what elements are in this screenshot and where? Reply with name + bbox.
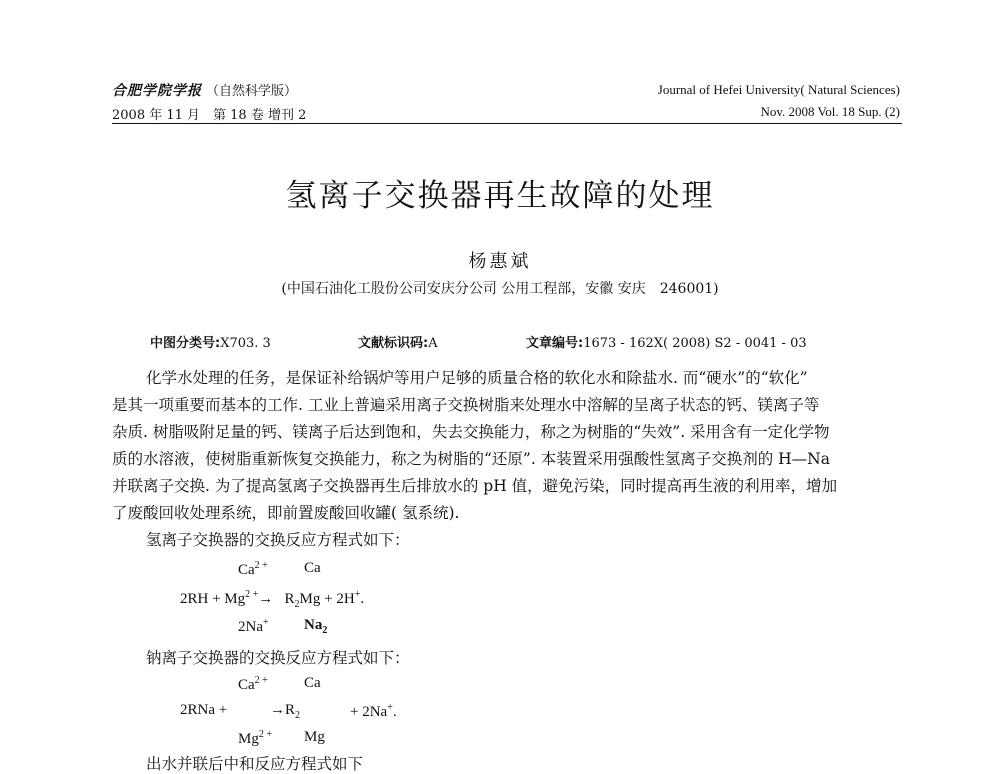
body-line: 并联离子交换. 为了提高氢离子交换器再生后排放水的 pH 值，避免污染，同时提高再生液的利用率，增加 bbox=[112, 477, 838, 495]
clc-number bbox=[150, 332, 271, 351]
article-id bbox=[526, 332, 807, 351]
body-line: 了废酸回收处理系统，即前置废酸回收罐( 氢系统). bbox=[112, 504, 460, 522]
eq-na-mg-product: Mg bbox=[304, 729, 325, 745]
journal-title-cn bbox=[112, 80, 297, 100]
eq-h-na-ion: 2Na+ bbox=[238, 617, 269, 635]
issue-info-cn: 2008 年 11 月 第 18 卷 增刊 2 bbox=[112, 108, 307, 123]
h-exchange-intro: 氢离子交换器的交换反应方程式如下： bbox=[146, 531, 410, 549]
author-affiliation: (中国石油化工股份公司安庆分公司 公用工程部，安徽 安庆 246001) bbox=[281, 281, 719, 297]
article-id-value: 1673 - 162X( 2008) S2 - 0041 - 03 bbox=[583, 336, 807, 351]
eq-na-rhs: + 2Na+. bbox=[350, 702, 397, 720]
eq-na-ca-product: Ca bbox=[304, 675, 321, 691]
article-title: 氢离子交换器再生故障的处理 bbox=[285, 178, 715, 214]
body-line: 化学水处理的任务，是保证补给锅炉等用户足够的质量合格的软化水和除盐水. 而“硬水”的“软化” bbox=[146, 369, 808, 387]
article-author: 杨惠斌 bbox=[468, 251, 532, 272]
eq-h-na-product: $Na_2$ bbox=[304, 617, 328, 636]
journal-edition-cn: （自然科学版） bbox=[206, 84, 298, 99]
na-exchange-intro: 钠离子交换器的交换反应方程式如下： bbox=[146, 649, 410, 667]
journal-name-cn: 合肥学院学报 bbox=[112, 83, 202, 99]
eq-na-mg-ion: $Mg^{2 +}$ bbox=[238, 729, 272, 747]
body-line: 是其一项重要而基本的工作. 工业上普遍采用离子交换树脂来处理水中溶解的呈离子状态的钙、镁离子等 bbox=[112, 396, 820, 414]
journal-title-en: Journal of Hefei University( Natural Sciences) bbox=[657, 82, 900, 97]
eq-na-arrow-r: $\to R_2$ bbox=[270, 702, 301, 721]
doc-code-value: A bbox=[428, 336, 438, 351]
clc-label: 中图分类号: bbox=[150, 336, 221, 351]
header-rule bbox=[112, 123, 902, 124]
eq-na-lhs: 2RNa + bbox=[180, 702, 228, 718]
clc-value: X703. 3 bbox=[220, 336, 271, 351]
body-line: 质的水溶液，使树脂重新恢复交换能力，称之为树脂的“还原”. 本装置采用强酸性氢离子交换剂的 H—Na bbox=[112, 450, 830, 468]
article-id-label: 文章编号: bbox=[526, 336, 584, 351]
document-code bbox=[358, 332, 438, 351]
doc-code-label: 文献标识码: bbox=[358, 336, 429, 351]
eq-h-ca-product: Ca bbox=[304, 560, 321, 576]
eq-h-main: $2RH + Mg^{2 +}\to$ $R_2Mg + 2H^+$. bbox=[180, 589, 365, 610]
body-line: 杂质. 树脂吸附足量的钙、镁离子后达到饱和，失去交换能力，称之为树脂的“失效”. 采用含有一定化学物 bbox=[112, 423, 830, 441]
issue-info-en: Nov. 2008 Vol. 18 Sup. (2) bbox=[760, 104, 900, 119]
eq-h-ca-ion: $Ca^{2 +}$ bbox=[238, 560, 268, 578]
eq-na-ca-ion: $Ca^{2 +}$ bbox=[238, 675, 268, 693]
parallel-neutralization-intro: 出水并联后中和反应方程式如下 bbox=[146, 755, 364, 773]
